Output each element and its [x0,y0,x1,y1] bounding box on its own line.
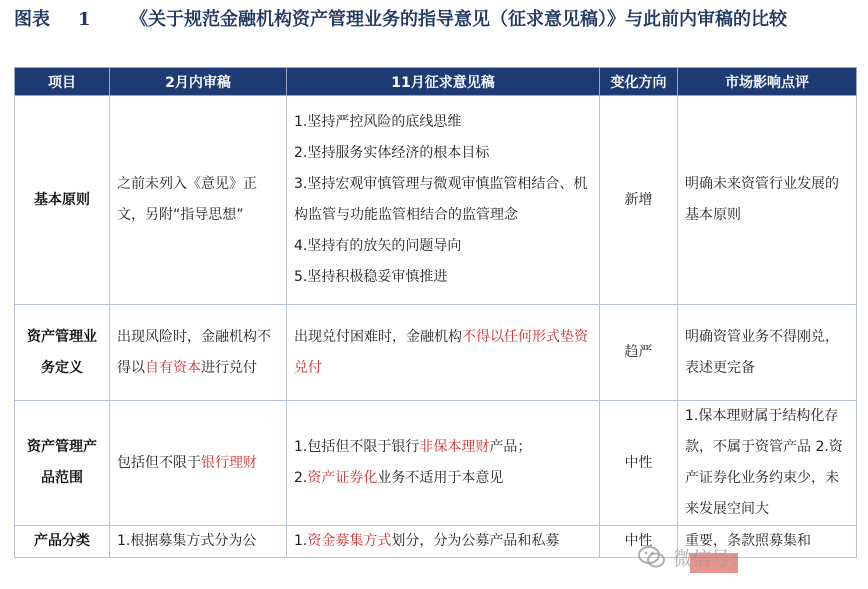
nov-line [294,432,592,463]
watermark-text: 微信号： [673,547,750,570]
nov-highlight: 非保本理财 [419,439,490,455]
nov-text: 业务不适用于本意见 [377,470,504,486]
direction-cell: 中性 [600,401,678,526]
nov-line: 1.坚持严控风险的底线思维 [294,114,462,130]
watermark [637,537,749,577]
nov-text: 产品； [489,439,532,455]
nov-cell [287,96,600,305]
nov-text: 1. [294,533,308,549]
table-row [15,305,857,401]
nov-cell [287,401,600,526]
nov-highlight: 不得以任何形式垫资兑付 [294,328,588,376]
feb-highlight: 自有资本 [145,359,201,376]
nov-text: 划分，分为公募产品和私募 [391,533,560,549]
header-nov-draft: 11月征求意见稿 [287,68,600,96]
nov-cell [287,305,600,401]
feb-cell: 之前未列入《意见》正文，另附“指导思想” [110,96,287,305]
nov-line: 4.坚持有的放矢的问题导向 [294,238,462,254]
feb-text: 进行兑付 [201,359,257,376]
nov-text: 2. [294,470,308,486]
feb-cell [110,305,287,401]
item-cell: 产品分类 [15,526,110,558]
nov-highlight: 资产证券化 [307,470,378,486]
comment-cell: 重要，条款照募集和 [678,526,857,558]
feb-text: 出现风险时，金融机构不得以 [117,328,271,376]
header-direction: 变化方向 [600,68,678,96]
table-row [15,96,857,305]
nov-line: 3.坚持宏观审慎管理与微观审慎监管相结合、机构监管与功能监管相结合的监管理念 [294,176,588,223]
feb-highlight: 银行理财 [201,454,257,471]
item-cell: 资产管理业务定义 [15,305,110,401]
feb-text: 包括但不限于 [117,454,201,471]
nov-line: 5.坚持积极稳妥审慎推进 [294,269,448,285]
table-header-row [15,68,857,96]
nov-highlight: 资金募集方式 [307,533,392,549]
comment-cell: 1.保本理财属于结构化存款，不属于资管产品 2.资产证券化业务约束少，未来发展空间大 [678,401,857,526]
figure-number: 1 [78,9,91,30]
comparison-table [14,67,857,558]
figure-title [14,6,859,34]
header-item: 项目 [15,68,110,96]
item-cell: 资产管理产品范围 [15,401,110,526]
direction-cell: 中性 [600,526,678,558]
table-row [15,401,857,526]
nov-line [294,463,592,494]
direction-cell: 新增 [600,96,678,305]
figure-title-text: 《关于规范金融机构资产管理业务的指导意见（征求意见稿）》与此前内审稿的比较 [130,9,787,30]
comment-cell: 明确资管业务不得刚兑，表述更完备 [678,305,857,401]
comment-cell: 明确未来资管行业发展的基本原则 [678,96,857,305]
nov-line: 2.坚持服务实体经济的根本目标 [294,145,490,161]
header-feb-draft: 2月内审稿 [110,68,287,96]
header-comment: 市场影响点评 [678,68,857,96]
wechat-icon [637,542,667,572]
feb-cell: 1.根据募集方式分为公 [110,526,287,558]
nov-cell [287,526,600,558]
direction-cell: 趋严 [600,305,678,401]
nov-text: 1.包括但不限于银行 [294,439,420,455]
figure-label: 图表 [14,9,50,30]
feb-cell [110,401,287,526]
nov-text: 出现兑付困难时，金融机构 [294,328,462,345]
item-cell: 基本原则 [15,96,110,305]
